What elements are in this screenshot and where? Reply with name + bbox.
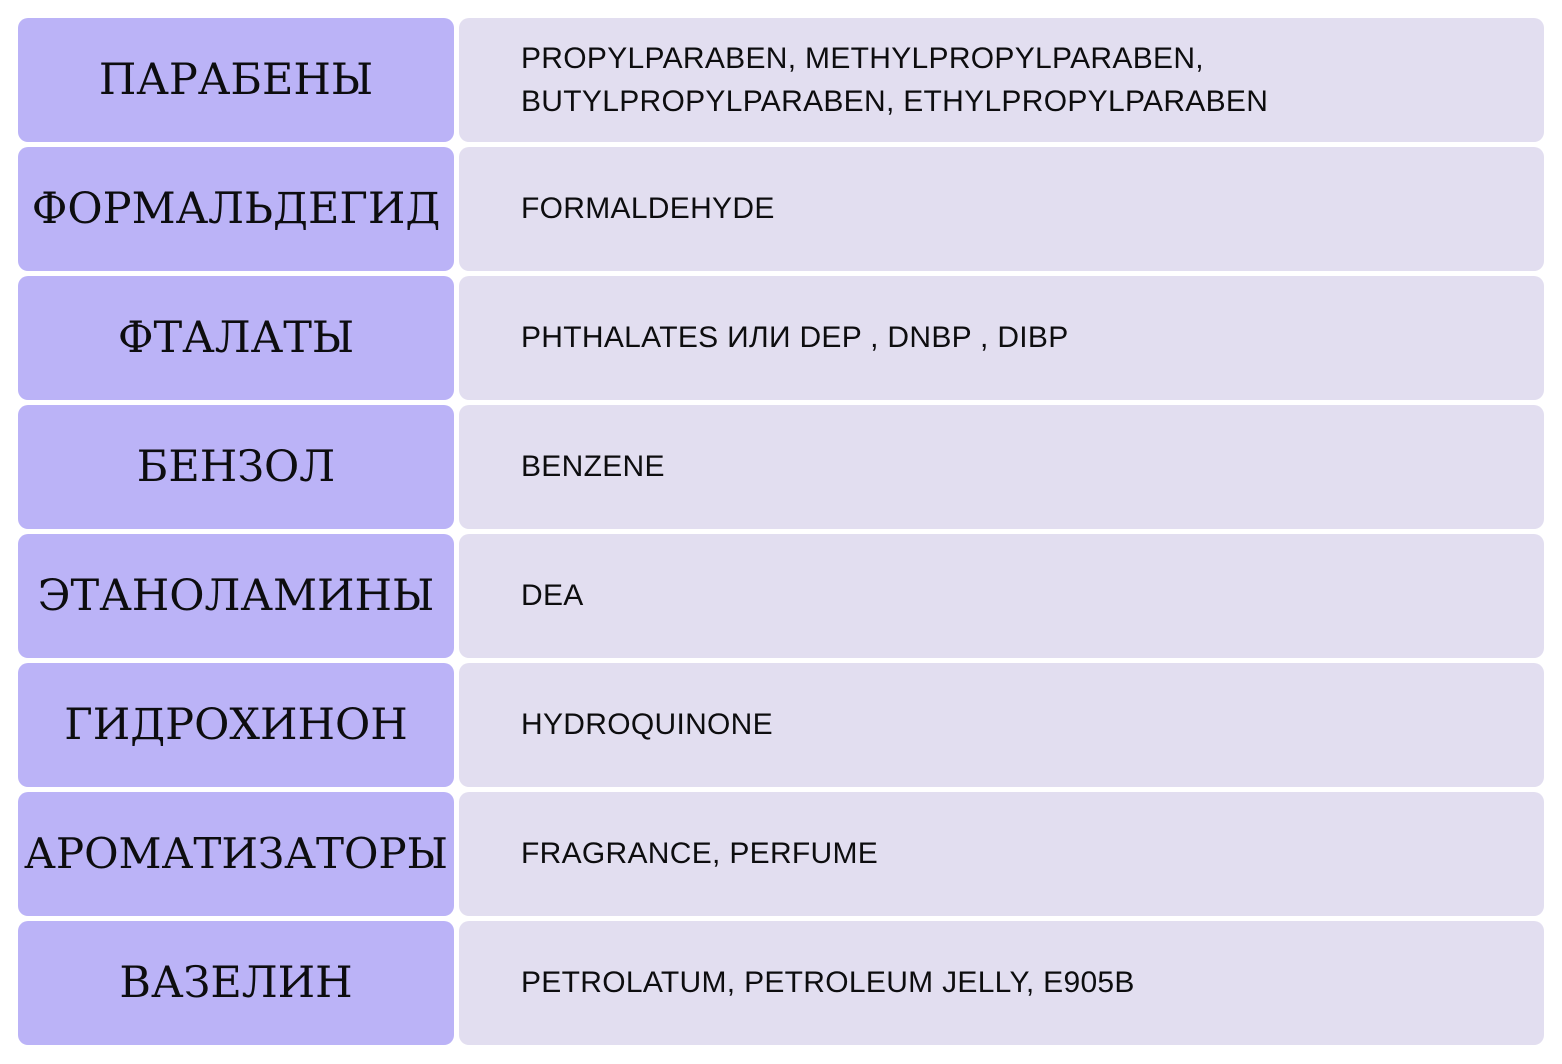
- table-row: [18, 921, 1544, 1045]
- ingredient-names-cell: [459, 534, 1544, 658]
- ingredient-names-cell: [459, 18, 1544, 142]
- ingredient-group-cell: [18, 18, 454, 142]
- ingredient-group-label: ПАРАБЕНЫ: [98, 54, 374, 105]
- table-row: [18, 18, 1544, 142]
- ingredient-names-cell: [459, 276, 1544, 400]
- ingredient-group-label: АРОМАТИЗАТОРЫ: [24, 829, 448, 878]
- ingredient-group-label: ФОРМАЛЬДЕГИД: [31, 183, 441, 234]
- ingredient-group-label: ЭТАНОЛАМИНЫ: [37, 570, 435, 621]
- ingredient-names-text: HYDROQUINONE: [521, 708, 773, 742]
- ingredient-names-text: FRAGRANCE, PERFUME: [521, 837, 879, 871]
- ingredient-names-text: PETROLATUM, PETROLEUM JELLY, E905B: [521, 966, 1135, 1000]
- ingredient-group-cell: [18, 921, 454, 1045]
- table-row: [18, 534, 1544, 658]
- table-row: [18, 405, 1544, 529]
- ingredient-group-label: ВАЗЕЛИН: [119, 957, 353, 1008]
- table-row: [18, 276, 1544, 400]
- table-row: [18, 147, 1544, 271]
- ingredient-group-label: БЕНЗОЛ: [136, 441, 336, 492]
- ingredient-group-cell: [18, 534, 454, 658]
- ingredient-names-text: PHTHALATES ИЛИ DEP , DNBP , DIBP: [521, 321, 1069, 355]
- table-row: [18, 663, 1544, 787]
- ingredient-names-cell: [459, 663, 1544, 787]
- ingredient-names-text: PROPYLPARABEN, METHYLPROPYLPARABEN, BUTYLPROPYLPARABEN, ETHYLPROPYLPARABEN: [521, 41, 1269, 118]
- ingredient-names-cell: [459, 792, 1544, 916]
- ingredient-names-text: DEA: [521, 579, 584, 613]
- ingredient-group-label: ФТАЛАТЫ: [117, 312, 355, 363]
- ingredient-group-cell: [18, 663, 454, 787]
- ingredients-table: [18, 18, 1544, 1045]
- ingredient-names-cell: [459, 405, 1544, 529]
- ingredient-group-cell: [18, 405, 454, 529]
- ingredient-names-cell: [459, 147, 1544, 271]
- ingredient-names-text: BENZENE: [521, 450, 665, 484]
- ingredient-group-cell: [18, 147, 454, 271]
- ingredient-names-text: FORMALDEHYDE: [521, 192, 775, 226]
- ingredient-group-label: ГИДРОХИНОН: [64, 699, 408, 750]
- table-row: [18, 792, 1544, 916]
- ingredient-group-cell: [18, 792, 454, 916]
- ingredient-names-cell: [459, 921, 1544, 1045]
- ingredient-group-cell: [18, 276, 454, 400]
